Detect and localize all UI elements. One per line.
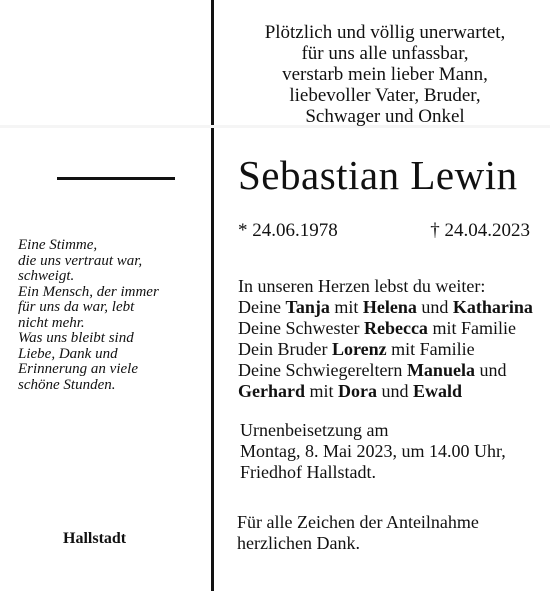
poem-line: die uns vertraut war, [18,252,143,269]
family-text: und [377,381,414,401]
family-list [238,276,533,402]
family-text: und [474,360,507,380]
family-line-spouse [238,297,533,318]
family-text: und [416,297,453,317]
death-date: † 24.04.2023 [430,220,530,241]
poem-line: schweigt. [18,268,75,284]
burial-line: Montag, 8. Mai 2023, um 14.00 Uhr, [240,441,506,461]
poem-line: schöne Stunden. [18,376,116,393]
thanks-line: herzlichen Dank. [237,533,360,553]
birth-date: * 24.06.1978 [238,220,338,241]
family-intro: In unseren Herzen lebst du weiter: [238,276,486,296]
poem-line: Erinnerung an viele [18,361,138,377]
family-text: mit [305,381,339,401]
header-line: verstarb mein lieber Mann, [282,64,488,85]
family-name: Helena [362,297,417,317]
poem-line: Liebe, Dank und [18,345,118,362]
family-text: Deine Schwester [238,318,364,338]
burial-info [240,420,506,483]
family-name: Rebecca [363,318,428,338]
poem-line: Ein Mensch, der immer [18,283,159,300]
family-name: Ewald [413,381,463,401]
burial-line: Urnenbeisetzung am [240,420,389,440]
family-name: Manuela [406,360,475,380]
location-label: Hallstadt [63,530,127,547]
family-text: Dein Bruder [238,339,332,359]
family-name: Dora [338,381,378,401]
family-line-in-laws [238,360,533,381]
thanks-line: Für alle Zeichen der Anteilnahme [237,512,479,532]
header-line: Plötzlich und völlig unerwartet, [264,22,506,43]
family-text: mit [329,297,363,317]
header-line: Schwager und Onkel [305,106,465,127]
announcement-header [220,22,550,127]
family-name: Gerhard [238,381,305,401]
family-text: mit Familie [386,339,475,359]
family-line-in-laws-cont [238,381,533,402]
burial-line: Friedhof Hallstadt. [240,462,376,482]
family-name: Lorenz [331,339,387,359]
family-name: Tanja [285,297,330,317]
family-text: mit Familie [427,318,516,338]
family-name: Katharina [452,297,533,317]
header-line: liebevoller Vater, Bruder, [289,85,481,106]
poem-line: nicht mehr. [18,314,85,331]
poem-line: für uns da war, lebt [18,299,135,315]
header-line: für uns alle unfassbar, [301,43,469,64]
poem-line: Eine Stimme, [18,237,98,253]
family-text: Deine [238,297,286,317]
poem-line: Was uns bleibt sind [18,330,134,346]
thanks-note [237,512,479,554]
mourning-bar [57,177,175,180]
memorial-poem [18,238,159,393]
deceased-name: Sebastian Lewin [238,152,518,198]
family-text: Deine Schwiegereltern [238,360,407,380]
family-line-brother [238,339,533,360]
family-line-sister [238,318,533,339]
cross-vertical-line [211,0,214,591]
